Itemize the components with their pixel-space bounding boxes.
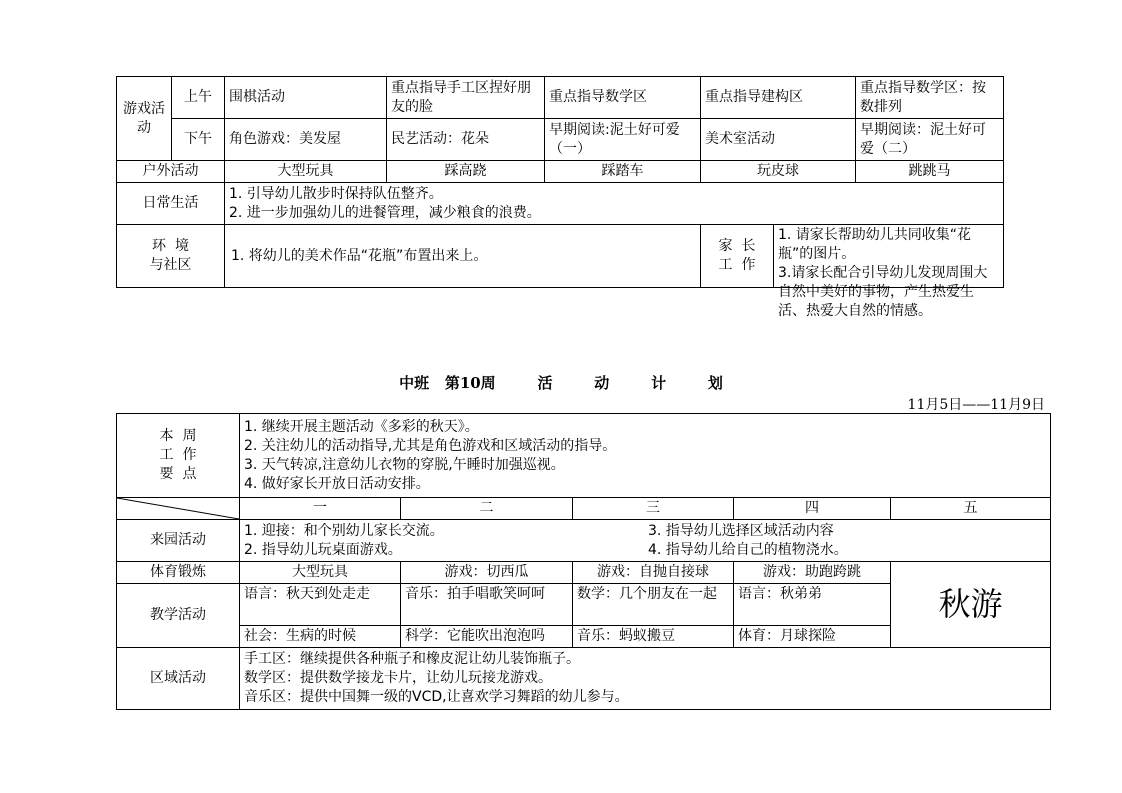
- teaching-cell: 数学：几个朋友在一起: [573, 584, 734, 626]
- pe-label: 体育锻炼: [117, 562, 240, 584]
- teaching-cell: 社会：生病的时候: [240, 626, 401, 648]
- diagonal-line: [117, 498, 239, 519]
- pe-cell: 大型玩具: [240, 562, 401, 584]
- date-range: 11月5日——11月9日: [907, 397, 1045, 413]
- afternoon-cell: 角色游戏：美发屋: [225, 119, 387, 161]
- morning-cell: 重点指导建构区: [701, 77, 856, 119]
- teaching-cell: 语言：秋天到处走走: [240, 584, 401, 626]
- day-header: 三: [573, 498, 734, 520]
- environment-text: 1. 将幼儿的美术作品“花瓶”布置出来上。: [231, 247, 488, 264]
- arrival-label: 来园活动: [117, 520, 240, 562]
- focus-item: 2. 关注幼儿的活动指导,尤其是角色游戏和区域活动的指导。: [244, 437, 617, 454]
- weekly-plan-table-main: [116, 413, 1051, 710]
- pe-cell: 游戏：自抛自接球: [573, 562, 734, 584]
- arrival-item: 3. 指导幼儿选择区域活动内容: [648, 522, 834, 539]
- morning-cell: 围棋活动: [225, 77, 387, 119]
- daily-life-content: [225, 183, 1004, 225]
- focus-item: 1. 继续开展主题活动《多彩的秋天》。: [244, 418, 479, 435]
- afternoon-cell: 美术室活动: [701, 119, 856, 161]
- diagonal-header-cell: [117, 498, 240, 520]
- day-header: 二: [401, 498, 573, 520]
- outdoor-cell: 玩皮球: [701, 161, 856, 183]
- area-content: [240, 648, 1051, 710]
- arrival-item: 2. 指导幼儿玩桌面游戏。: [244, 541, 402, 558]
- plan-title: 中班 第10周 活 动 计 划: [399, 374, 723, 392]
- daily-item: 2. 进一步加强幼儿的进餐管理，减少粮食的浪费。: [229, 204, 541, 221]
- teaching-cell: 音乐：拍手唱歌笑呵呵: [401, 584, 573, 626]
- outdoor-label: 户外活动: [117, 161, 225, 183]
- day-header: 四: [734, 498, 891, 520]
- parent-work-content: [774, 225, 1003, 319]
- area-item: 手工区：继续提供各种瓶子和橡皮泥让幼儿装饰瓶子。: [244, 651, 580, 667]
- arrival-content: [240, 520, 1051, 562]
- parent-item: 1. 请家长帮助幼儿共同收集“花瓶”的图片。: [778, 227, 972, 262]
- outdoor-cell: 踩高跷: [387, 161, 545, 183]
- daily-item: 1. 引导幼儿散步时保持队伍整齐。: [229, 185, 443, 202]
- focus-item: 3. 天气转凉,注意幼儿衣物的穿脱,午睡时加强巡视。: [244, 456, 565, 473]
- environment-label: 环 境 与社区: [117, 225, 225, 288]
- morning-cell: 重点指导数学区: [545, 77, 701, 119]
- outdoor-cell: 大型玩具: [225, 161, 387, 183]
- autumn-outing: 秋游: [891, 562, 1051, 648]
- parent-item: 3.请家长配合引导幼儿发现周围大自然中美好的事物，产生热爱生活、热爱大自然的情感。: [778, 265, 988, 319]
- parent-work-cell: [701, 225, 1004, 319]
- focus-item: 4. 做好家长开放日活动安排。: [244, 475, 430, 492]
- area-item: 数学区：提供数学接龙卡片，让幼儿玩接龙游戏。: [244, 670, 552, 686]
- afternoon-cell: 民艺活动：花朵: [387, 119, 545, 161]
- weekly-focus-content: [240, 414, 1051, 498]
- arrival-item: 1. 迎接：和个别幼儿家长交流。: [244, 522, 444, 539]
- morning-cell: 重点指导数学区：按数排列: [856, 77, 1004, 119]
- day-header: 五: [891, 498, 1051, 520]
- pe-cell: 游戏：助跑跨跳: [734, 562, 891, 584]
- pe-cell: 游戏：切西瓜: [401, 562, 573, 584]
- outdoor-cell: 跳跳马: [856, 161, 1004, 183]
- day-header: 一: [240, 498, 401, 520]
- environment-content: [225, 225, 701, 288]
- afternoon-label: 下午: [172, 119, 225, 161]
- afternoon-cell: 早期阅读：泥土好可爱（二）: [856, 119, 1004, 161]
- game-activity-label: 游戏活动: [117, 77, 172, 161]
- afternoon-cell: 早期阅读:泥土好可爱（一）: [545, 119, 701, 161]
- teaching-label: 教学活动: [117, 584, 240, 648]
- teaching-cell: 音乐：蚂蚁搬豆: [573, 626, 734, 648]
- outdoor-cell: 踩踏车: [545, 161, 701, 183]
- morning-label: 上午: [172, 77, 225, 119]
- teaching-cell: 体育：月球探险: [734, 626, 891, 648]
- daily-life-label: 日常生活: [117, 183, 225, 225]
- teaching-cell: 语言：秋弟弟: [734, 584, 891, 626]
- weekly-focus-label: 本 周 工 作 要 点: [117, 414, 240, 498]
- morning-cell: 重点指导手工区捏好朋友的脸: [387, 77, 545, 119]
- teaching-cell: 科学：它能吹出泡泡吗: [401, 626, 573, 648]
- parent-work-label: 家 长 工 作: [701, 225, 774, 287]
- area-label: 区域活动: [117, 648, 240, 710]
- arrival-item: 4. 指导幼儿给自己的植物浇水。: [648, 541, 848, 558]
- area-item: 音乐区：提供中国舞一级的VCD,让喜欢学习舞蹈的幼儿参与。: [244, 689, 629, 705]
- weekly-plan-table-top: [116, 76, 1004, 319]
